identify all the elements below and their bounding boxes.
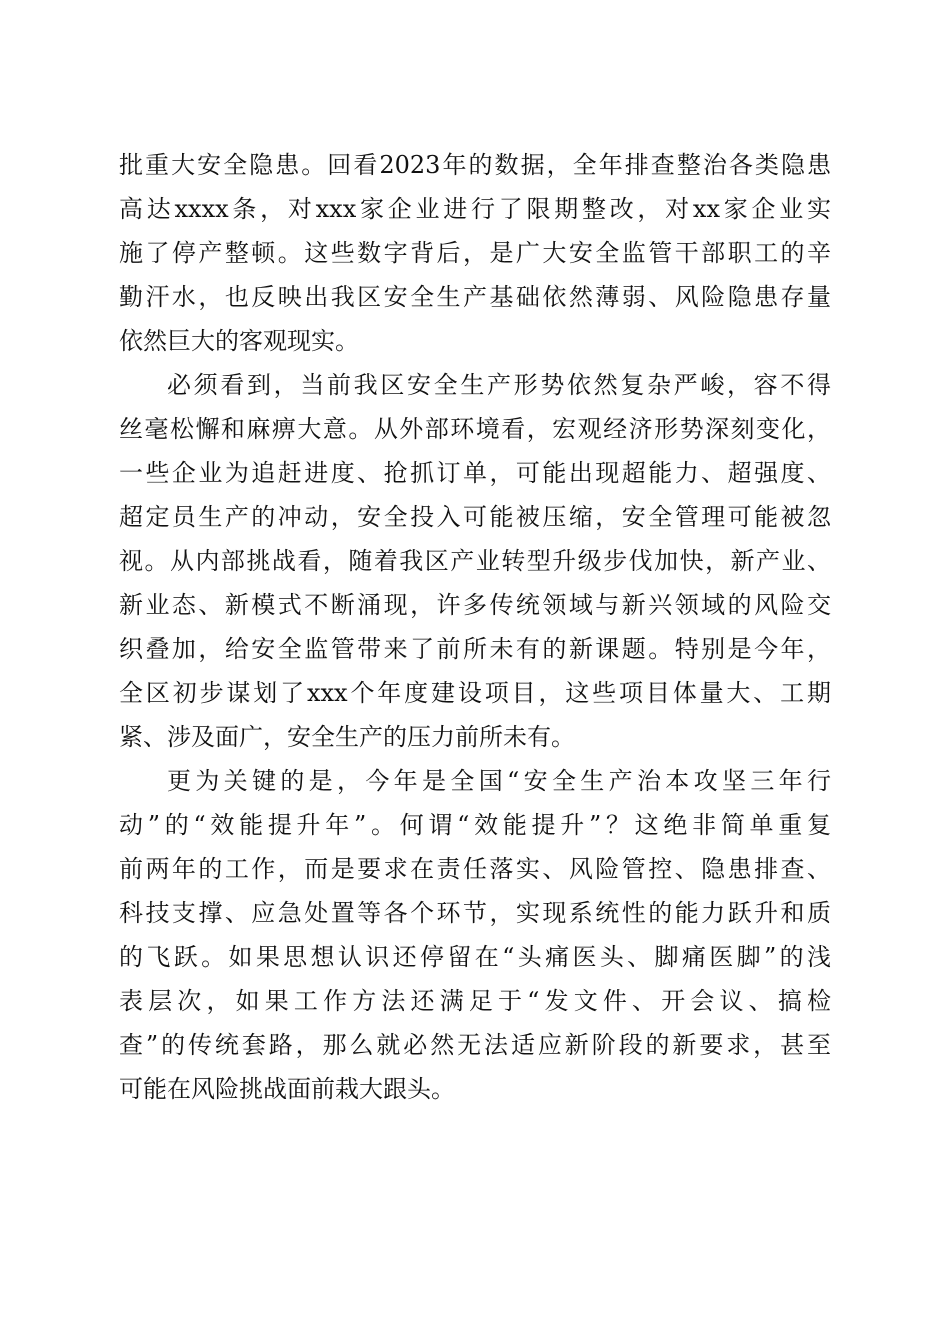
text-line: 必须看到，当前我区安全生产形势依然复杂严峻，容不得 xyxy=(167,371,831,399)
text-line: 新业态、新模式不断涌现，许多传统领域与新兴领域的风险交 xyxy=(119,591,831,619)
text-line: 施了停产整顿。这些数字背后，是广大安全监管干部职工的辛 xyxy=(119,239,831,267)
text-line: 科技支撑、应急处置等各个环节，实现系统性的能力跃升和质 xyxy=(119,899,831,927)
text-line: 超定员生产的冲动，安全投入可能被压缩，安全管理可能被忽 xyxy=(119,503,831,531)
paragraph-2 xyxy=(119,363,831,759)
paragraph-3 xyxy=(119,759,831,1111)
text-line: 的飞跃。如果思想认识还停留在“头痛医头、脚痛医脚”的浅 xyxy=(119,943,831,971)
text-line: 前两年的工作，而是要求在责任落实、风险管控、隐患排查、 xyxy=(119,855,831,883)
text-line: 表层次，如果工作方法还满足于“发文件、开会议、搞检 xyxy=(119,987,831,1015)
text-line: 更为关键的是，今年是全国“安全生产治本攻坚三年行 xyxy=(167,767,831,795)
text-line: 高达xxxx条，对xxx家企业进行了限期整改，对xx家企业实 xyxy=(119,195,831,223)
text-line: 勤汗水，也反映出我区安全生产基础依然薄弱、风险隐患存量 xyxy=(119,283,831,311)
text-line: 织叠加，给安全监管带来了前所未有的新课题。特别是今年， xyxy=(119,635,831,663)
text-line: 批重大安全隐患。回看2023年的数据，全年排查整治各类隐患 xyxy=(119,151,831,179)
text-line: 依然巨大的客观现实。 xyxy=(119,327,359,355)
text-line: 视。从内部挑战看，随着我区产业转型升级步伐加快，新产业、 xyxy=(119,547,831,575)
text-line: 动”的“效能提升年”。何谓“效能提升”？这绝非简单重复 xyxy=(119,811,831,839)
text-line: 查”的传统套路，那么就必然无法适应新阶段的新要求，甚至 xyxy=(119,1031,831,1059)
text-line: 一些企业为追赶进度、抢抓订单，可能出现超能力、超强度、 xyxy=(119,459,831,487)
paragraph-1 xyxy=(119,143,831,363)
text-line: 紧、涉及面广，安全生产的压力前所未有。 xyxy=(119,723,575,751)
text-line: 丝毫松懈和麻痹大意。从外部环境看，宏观经济形势深刻变化， xyxy=(119,415,831,443)
text-line: 可能在风险挑战面前栽大跟头。 xyxy=(119,1075,455,1103)
document-body xyxy=(119,143,831,1111)
text-line: 全区初步谋划了xxx个年度建设项目，这些项目体量大、工期 xyxy=(119,679,831,707)
